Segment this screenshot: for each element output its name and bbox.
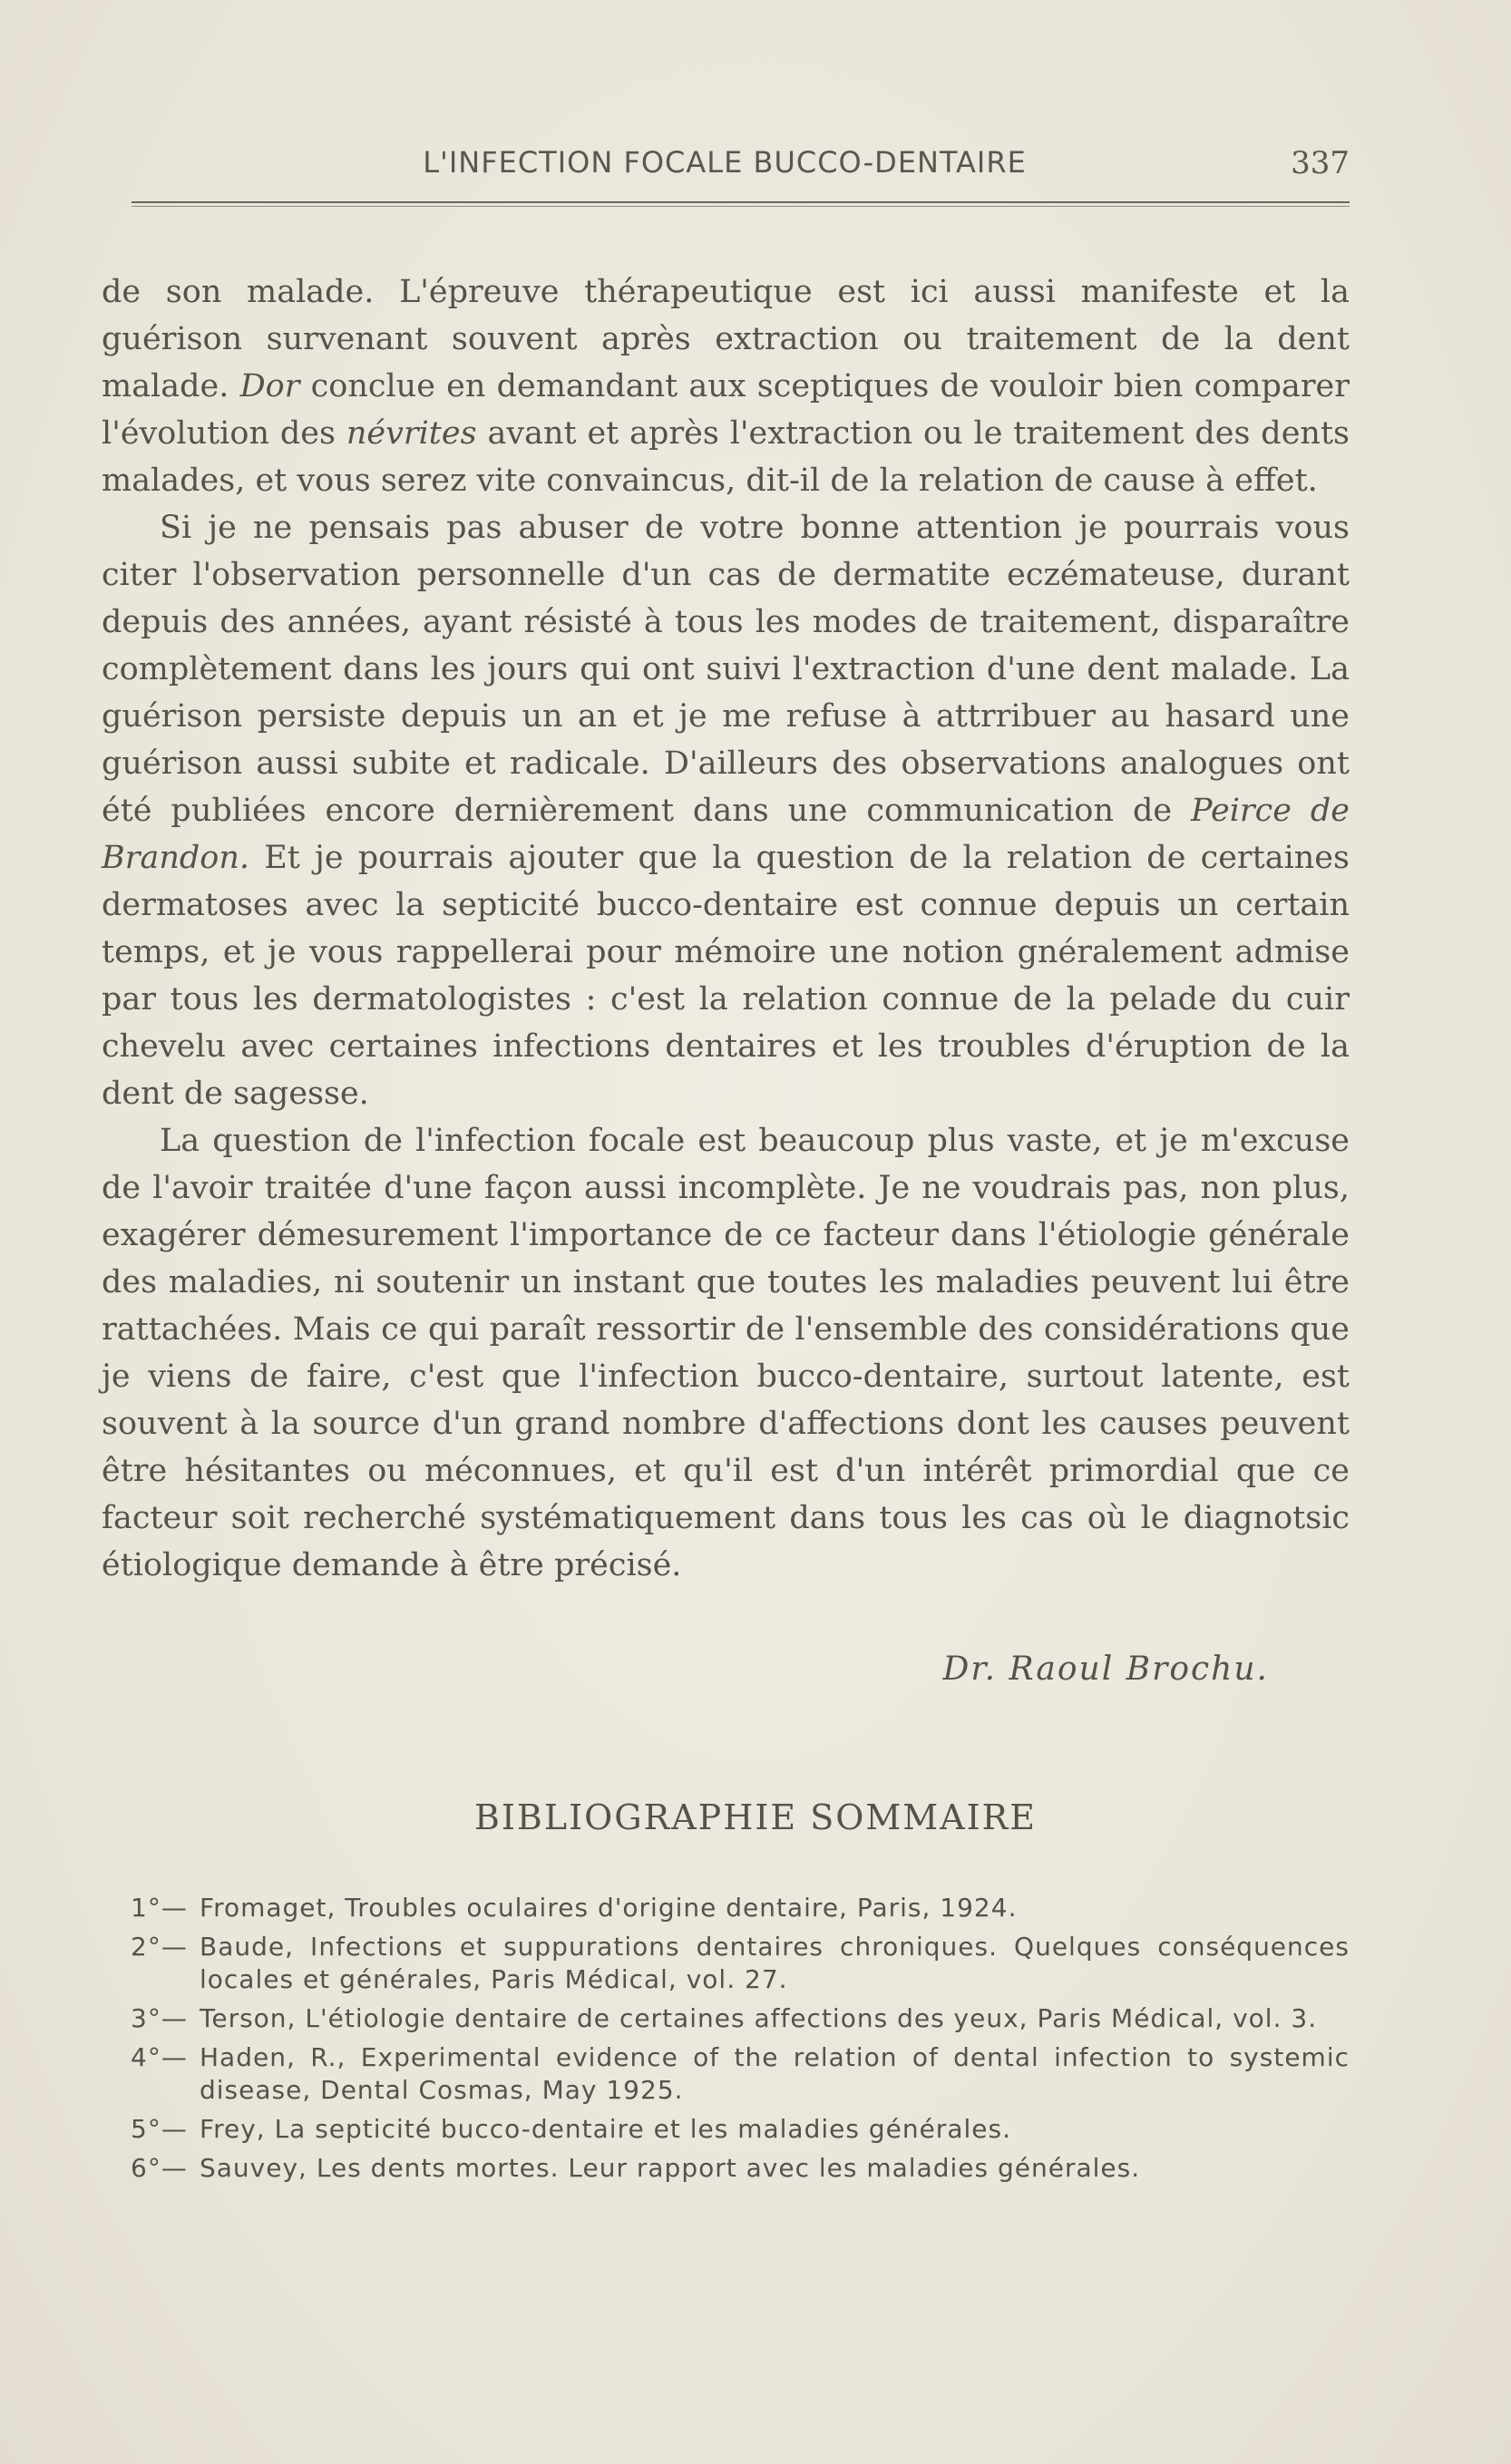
- bibliography-item-number: 6°—: [131, 2153, 188, 2183]
- bibliography-item-text: Baude, Infections et suppurations dentaires chroniques. Quelques conséquences locales et générales, Paris Médical, vol. 27.: [200, 1932, 1350, 1994]
- header-rule: [132, 201, 1350, 207]
- bibliography-item-text: Frey, La septicité bucco-dentaire et les maladies générales.: [200, 2114, 1011, 2144]
- bibliography-item: [131, 2041, 1350, 2107]
- bibliography-list: [131, 1892, 1350, 2191]
- author-signature: Dr. Raoul Brochu.: [942, 1651, 1269, 1688]
- bibliography-item: [131, 1931, 1350, 1996]
- page-header: [100, 145, 1350, 190]
- bibliography-item: [131, 2113, 1350, 2146]
- bibliography-heading: BIBLIOGRAPHIE SOMMAIRE: [473, 1797, 1037, 1837]
- paragraph-1-part-1: de son malade. L'épreuve thérapeutique est ici aussi manifeste et la guérison survenant souvent après extraction ou traitement de la dent malade.: [102, 274, 1350, 404]
- paragraph-1-part-2: conclue en demandant aux sceptiques de vouloir bien comparer l'évolution des: [102, 368, 1350, 452]
- author-name-dor: Dor: [239, 368, 300, 404]
- author-name-peirce: Peirce de Brandon.: [102, 793, 1350, 876]
- bibliography-item-text: Haden, R., Experimental evidence of the relation of dental infection to systemic disease, Dental Cosmas, May 1925.: [200, 2042, 1350, 2105]
- paragraph-2: [102, 504, 1350, 1117]
- paragraph-3: La question de l'infection focale est beaucoup plus vaste, et je m'excuse de l'avoir traitée d'une façon aussi incomplète. Je ne voudrais pas, non plus, exagérer démesurement l'importance de ce facteur dans l'étiologie générale des maladies, ni soutenir un instant que toutes les maladies peuvent lui être rattachées. Mais ce qui paraît ressortir de l'ensemble des considérations que je viens de faire, c'est que l'infection bucco-dentaire, surtout latente, est souvent à la source d'un grand nombre d'affections dont les causes peuvent être hésitantes ou méconnues, et qu'il est d'un intérêt primordial que ce facteur soit recherché systématiquement dans tous les cas où le diagnotsic étiologique demande à être précisé.: [102, 1123, 1350, 1583]
- bibliography-item-text: Terson, L'étiologie dentaire de certaines affections des yeux, Paris Médical, vol. 3.: [200, 2003, 1318, 2033]
- paragraph-1-part-3: avant et après l'extraction ou le traitement des dents malades, et vous serez vite convaincus, dit-il de la relation de cause à effet.: [102, 415, 1350, 499]
- term-nevrites: névrites: [346, 415, 477, 452]
- page-number: 337: [1291, 145, 1350, 181]
- bibliography-item-number: 5°—: [131, 2114, 188, 2144]
- bibliography-item: [131, 2152, 1350, 2185]
- bibliography-item: [131, 2002, 1350, 2035]
- paragraph-1: [102, 268, 1350, 504]
- article-body: [102, 268, 1350, 1589]
- paragraph-2-part-2: Et je pourrais ajouter que la question de la relation de certaines dermatoses avec la septicité bucco-dentaire est connue depuis un certain temps, et je vous rappellerai pour mémoire une notion gnéralement admise par tous les dermatologistes : c'est la relation connue de la pelade du cuir chevelu avec certaines infections dentaires et les troubles d'éruption de la dent de sagesse.: [102, 840, 1350, 1112]
- bibliography-item: [131, 1892, 1350, 1924]
- bibliography-item-number: 4°—: [131, 2042, 188, 2072]
- bibliography-item-number: 3°—: [131, 2003, 188, 2033]
- bibliography-item-number: 2°—: [131, 1932, 188, 1962]
- bibliography-item-number: 1°—: [131, 1893, 188, 1923]
- bibliography-item-text: Sauvey, Les dents mortes. Leur rapport avec les maladies générales.: [200, 2153, 1141, 2183]
- paragraph-2-part-1: Si je ne pensais pas abuser de votre bonne attention je pourrais vous citer l'observation personnelle d'un cas de dermatite eczémateuse, durant depuis des années, ayant résisté à tous les modes de traitement, disparaître complètement dans les jours qui ont suivi l'extraction d'une dent malade. La guérison persiste depuis un an et je me refuse à attrribuer au hasard une guérison aussi subite et radicale. D'ailleurs des observations analogues ont été publiées encore dernièrement dans une communication de: [102, 510, 1350, 829]
- running-title: L'INFECTION FOCALE BUCCO-DENTAIRE: [423, 145, 1027, 180]
- bibliography-item-text: Fromaget, Troubles oculaires d'origine dentaire, Paris, 1924.: [200, 1893, 1018, 1923]
